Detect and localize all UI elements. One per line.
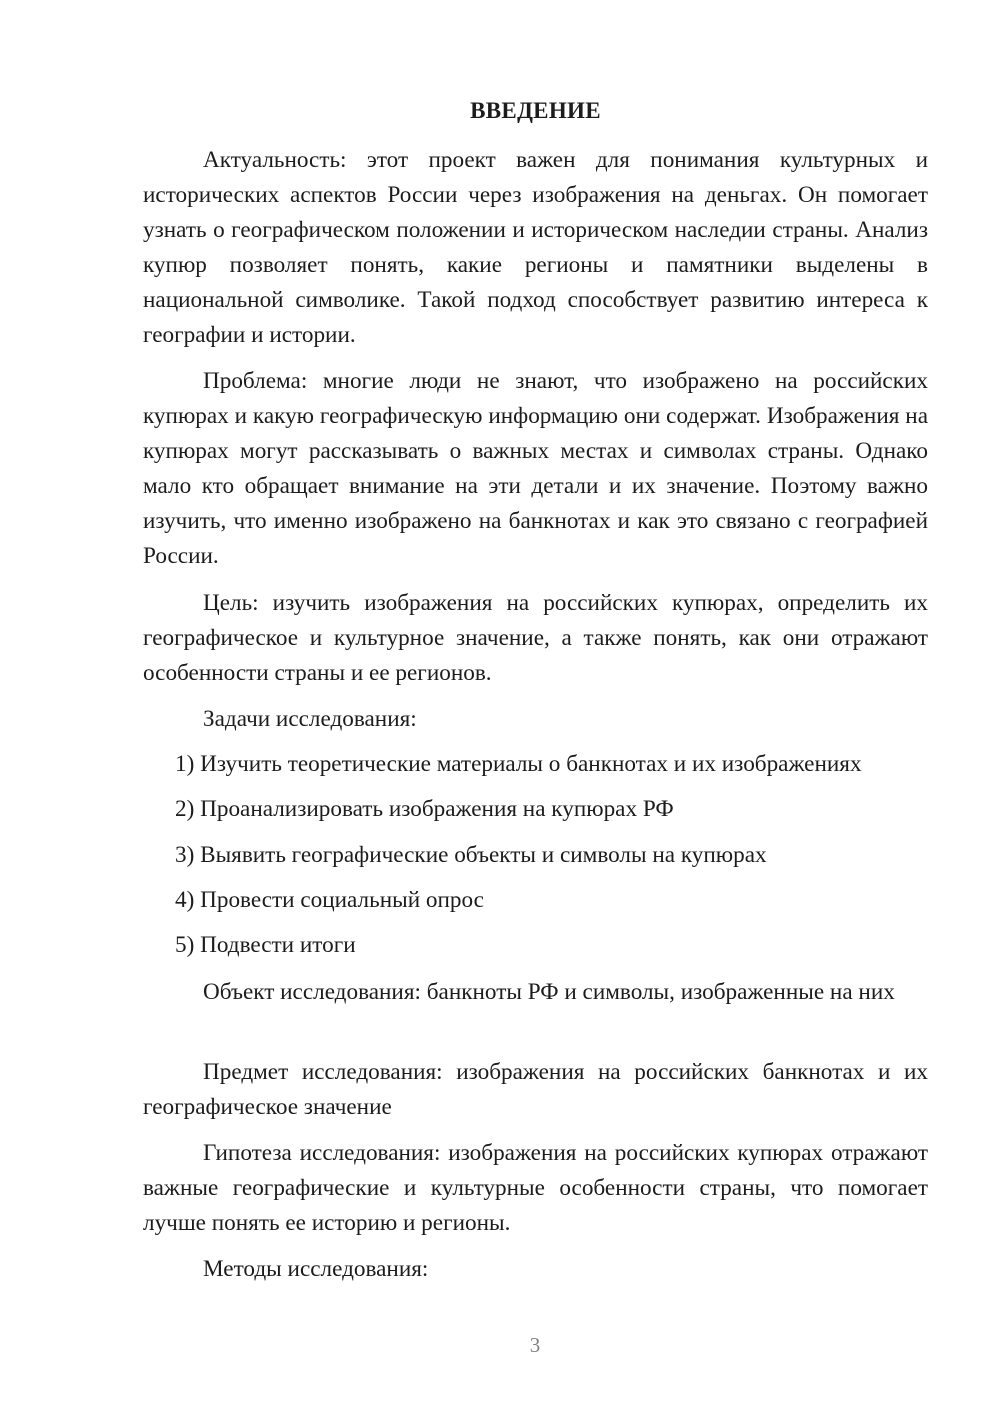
page-number: 3 (529, 1333, 541, 1357)
task-item: 4) Провести социальный опрос (175, 886, 484, 913)
methods-heading: Методы исследования: (203, 1256, 429, 1282)
subject-paragraph: Предмет исследования: изображения на российских банкнотах и их географическое значение (143, 1059, 928, 1120)
task-item: 3) Выявить географические объекты и символы на купюрах (175, 841, 767, 868)
task-item: 1) Изучить теоретические материалы о банкнотах и их изображениях (175, 751, 862, 777)
problem-paragraph: Проблема: многие люди не знают, что изображено на российских купюрах и какую географическую информацию они содержат. Изображения на купюрах могут рассказывать о важных местах и символах страны. Однако мало кто обращает внимание на эти детали и их значение. Поэтому важно изучить, что именно изображено на банкнотах и как это связано с географией России. (143, 368, 928, 569)
tasks-list (175, 747, 935, 973)
hypothesis-paragraph: Гипотеза исследования: изображения на российских купюрах отражают важные географические и культурные особенности страны, что помогает лучше понять ее историю и регионы. (143, 1140, 928, 1236)
relevance-paragraph: Актуальность: этот проект важен для понимания культурных и исторических аспектов России через изображения на деньгах. Он помогает узнать о географическом положении и историческом наследии страны. Анализ купюр позволяет понять, какие регионы и памятники выделены в национальной символике. Такой подход способствует развитию интереса к географии и истории. (143, 147, 928, 348)
tasks-heading: Задачи исследования: (203, 706, 417, 732)
goal-paragraph: Цель: изучить изображения на российских купюрах, определить их географическое и культурное значение, а также понять, как они отражают особенности страны и ее регионов. (143, 590, 928, 686)
task-item: 2) Проанализировать изображения на купюрах РФ (175, 796, 674, 823)
task-item: 5) Подвести итоги (175, 932, 356, 959)
object-paragraph: Объект исследования: банкноты РФ и символы, изображенные на них (203, 979, 895, 1005)
page-title: ВВЕДЕНИЕ (470, 98, 601, 123)
